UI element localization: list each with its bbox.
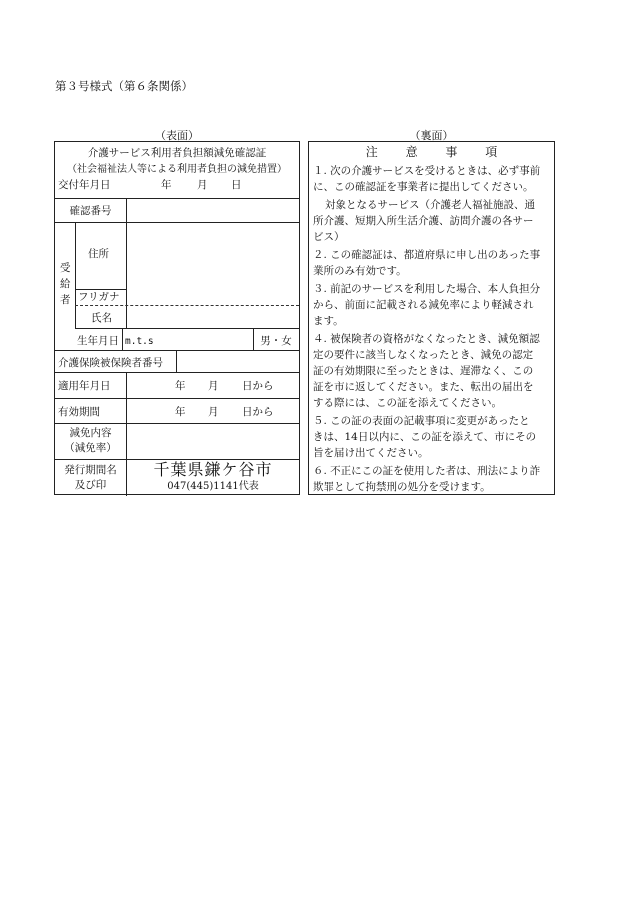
furigana-divider <box>75 305 299 306</box>
issue-year: 年 <box>161 179 172 191</box>
apply-year: 年 <box>175 380 186 392</box>
issuer-label: 発行期間名 <box>64 464 117 476</box>
reduction-label: 減免内容 <box>69 427 112 439</box>
address-field <box>127 223 299 289</box>
front-subtitle: （社会福祉法人等による利用者負担の減免措置） <box>67 164 287 175</box>
valid-month: 月 <box>208 406 219 418</box>
divider <box>75 289 126 290</box>
front-title: 介護サービス利用者負担額減免確認証 <box>87 147 267 159</box>
furigana-label: フリガナ <box>78 291 120 303</box>
divider <box>122 328 123 350</box>
notes-title: 注 意 事 項 <box>365 145 510 159</box>
birth-era: m.t.s <box>125 336 154 347</box>
back-caption: （裏面） <box>409 129 454 142</box>
reduction-rate-label: （減免率） <box>64 442 117 454</box>
note-6: ６. 不正にこの証を使用した者は、刑法により詐 欺罪として拘禁刑の処分を受けます。 <box>313 465 541 493</box>
note-1: １. 次の介護サービスを受けるときは、必ず事前 に、この確認証を事業者に提出してください。 <box>313 165 541 193</box>
divider <box>55 350 299 351</box>
issue-month: 月 <box>197 179 208 191</box>
confirm-number-label: 確認番号 <box>69 205 112 217</box>
issue-date-label: 交付年月日 <box>58 179 111 191</box>
note-4: ４. 被保険者の資格がなくなったとき、減免額認 定の要件に該当しなくなったとき、減免の認定 証の有効期限に至ったときは、遅滞なく、この 証を市に返してください。また、転出の届出を する際には、この証を添えてください。 <box>313 333 540 409</box>
apply-day-from: 日から <box>242 380 274 392</box>
note-2: ２. この確認証は、都道府県に申し出のあった事 業所のみ有効です。 <box>313 249 541 277</box>
issuer-name: 千葉県鎌ケ谷市 <box>153 460 273 479</box>
divider <box>176 350 177 372</box>
form-number: 第３号様式（第６条関係） <box>55 79 193 93</box>
confirm-number-field <box>127 199 299 222</box>
valid-day-from: 日から <box>242 406 274 418</box>
issuer-phone: 047(445)1141代表 <box>167 481 259 492</box>
address-label: 住所 <box>88 248 109 260</box>
issue-day: 日 <box>231 179 242 191</box>
insured-number-label: 介護保険被保険者番号 <box>58 357 163 369</box>
birth-date-label: 生年月日 <box>77 335 119 347</box>
valid-year: 年 <box>175 406 186 418</box>
name-label: 氏名 <box>91 312 112 324</box>
apply-date-label: 適用年月日 <box>58 380 111 392</box>
front-caption: （表面） <box>155 129 199 142</box>
sex-options: 男・女 <box>260 335 292 347</box>
apply-month: 月 <box>208 380 219 392</box>
seal-label: 及び印 <box>74 479 107 491</box>
divider <box>55 372 299 373</box>
divider <box>55 398 299 399</box>
note-5: ５. この証の表面の記載事項に変更があったと きは、14日以内に、この証を添えて、市にその 旨を届け出てください。 <box>313 415 537 459</box>
recipient-label: 受給者 <box>60 262 71 306</box>
valid-period-label: 有効期間 <box>58 406 100 418</box>
front-panel <box>54 141 300 495</box>
note-3: ３. 前記のサービスを利用した場合、本人負担分 から、前面に記載される減免率により軽減され ます。 <box>313 283 541 327</box>
divider <box>75 328 299 329</box>
back-panel <box>308 141 555 495</box>
divider <box>75 222 76 328</box>
note-1-services: 対象となるサービス（介護老人福祉施設、通 所介護、短期入所生活介護、訪問介護の各サー ビス） <box>313 199 535 243</box>
divider <box>55 423 299 424</box>
